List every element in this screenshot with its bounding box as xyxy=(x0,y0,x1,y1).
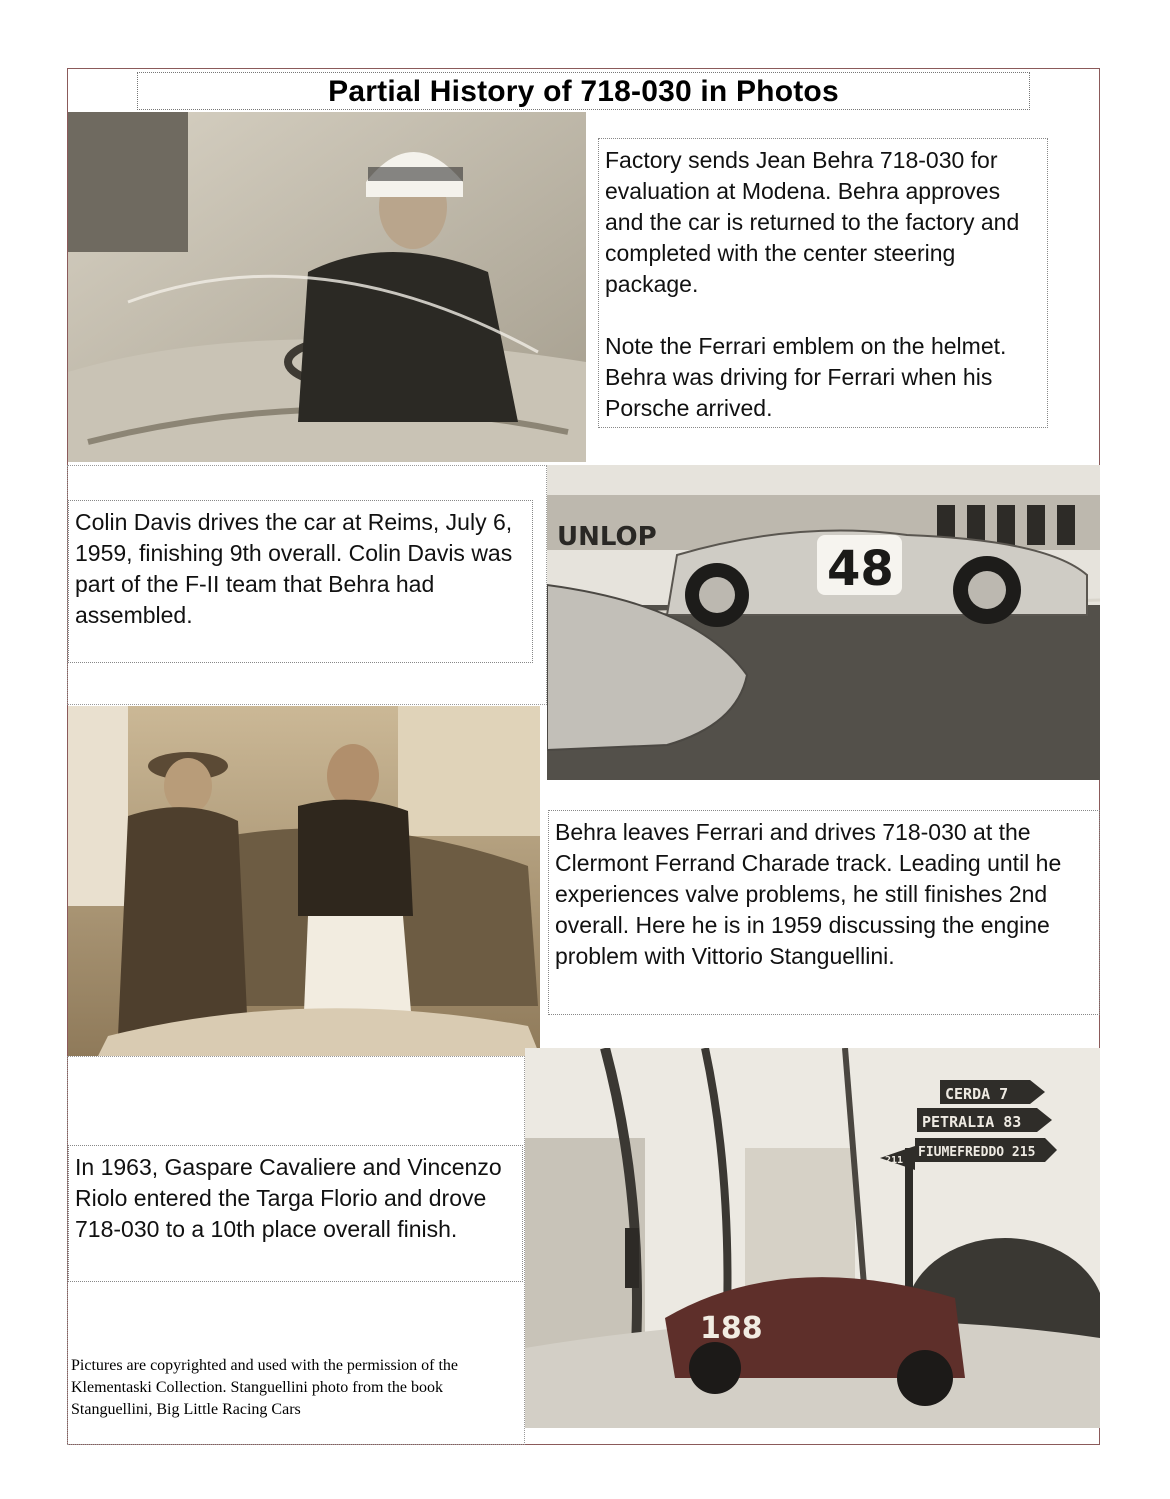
photo-behra-stanguellini xyxy=(68,706,540,1056)
caption-paragraph: Factory sends Jean Behra 718-030 for evaluation at Modena. Behra approves and the car is returned to the factory and completed with the center steering package. xyxy=(605,147,1020,297)
caption-paragraph: Behra leaves Ferrari and drives 718-030 at the Clermont Ferrand Charade track. Leading until he experiences valve problems, he still finishes 2nd overall. Here he is in 1959 discussing the engine problem with Vittorio Stanguellini. xyxy=(555,819,1062,969)
caption-behra-evaluation xyxy=(598,138,1048,428)
caption-paragraph: Note the Ferrari emblem on the helmet. Behra was driving for Ferrari when his Porsche arrived. xyxy=(605,333,1007,421)
photo-reims-race xyxy=(547,465,1100,780)
photo-behra-cockpit xyxy=(68,112,586,462)
road-sign: PETRALIA 83 xyxy=(922,1113,1022,1131)
caption-clermont-ferrand xyxy=(548,810,1100,1015)
road-sign-left: 211 xyxy=(885,1155,904,1166)
caption-colin-davis xyxy=(68,500,533,663)
reims-banner: UNLOP xyxy=(557,522,657,552)
caption-paragraph: Colin Davis drives the car at Reims, July 6, 1959, finishing 9th overall. Colin Davis was part of the F-II team that Behra had assembled. xyxy=(75,509,513,628)
caption-paragraph: In 1963, Gaspare Cavaliere and Vincenzo Riolo entered the Targa Florio and drove 718-030 to a 10th place overall finish. xyxy=(75,1154,502,1242)
road-sign: CERDA 7 xyxy=(945,1085,1009,1103)
reims-car-number: 48 xyxy=(827,541,894,597)
road-sign: FIUMEFREDDO 215 xyxy=(918,1145,1036,1160)
photo-credit: Pictures are copyrighted and used with the permission of the Klementaski Collection. Stanguellini photo from the book Stanguellini, Big Little Racing Cars xyxy=(71,1357,459,1418)
page-title: Partial History of 718-030 in Photos xyxy=(328,75,839,108)
caption-targa-florio xyxy=(68,1145,523,1282)
targa-car-number: 188 xyxy=(700,1311,763,1346)
title-box xyxy=(137,72,1030,110)
photo-targa-florio xyxy=(525,1048,1100,1428)
